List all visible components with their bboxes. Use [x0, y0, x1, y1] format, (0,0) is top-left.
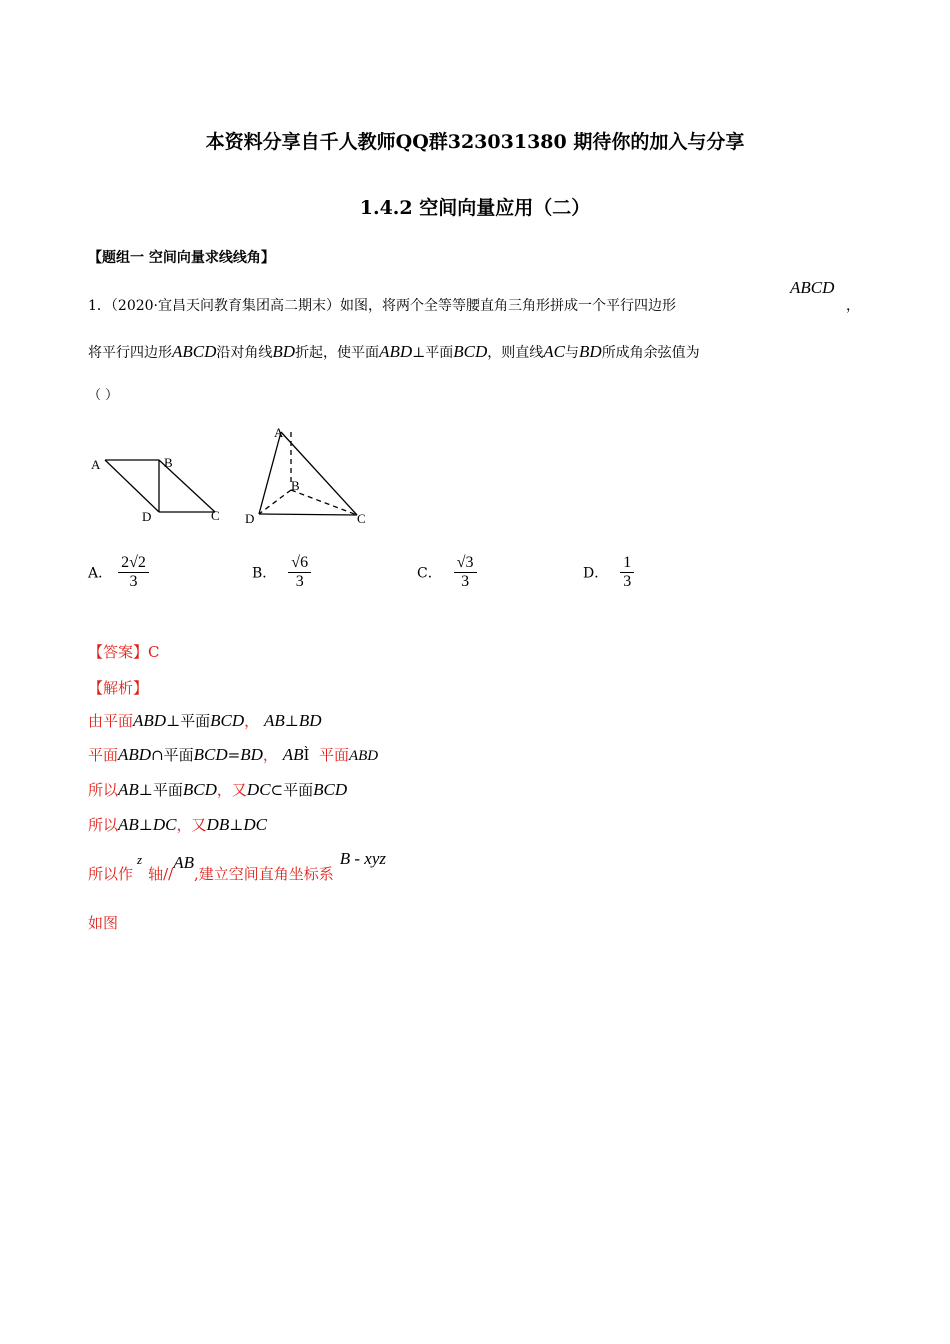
- option-c[interactable]: C． $\frac{√3}{3}$: [417, 554, 477, 591]
- edge-dc-right: [259, 514, 357, 515]
- question-abcd: ABCD: [790, 278, 835, 297]
- option-b[interactable]: B． $\frac{√6}{3}$: [252, 554, 311, 591]
- analysis-line5: 所以作z轴//AB,建立空间直角坐标系B - xyz: [88, 849, 387, 883]
- analysis-line3: 所以AB⊥平面BCD，又DC⊂平面BCD: [88, 780, 348, 799]
- label-b-right: B: [291, 478, 300, 493]
- question-number: 1．: [88, 298, 111, 314]
- question-line1: [88, 295, 676, 315]
- edge-ad-right: [259, 432, 281, 514]
- question-source: （2020·宜昌天问教育集团高二期末）如图，将两个全等等腰直角三角形拼成一个平行四边形: [110, 298, 676, 314]
- label-a-right: A: [274, 425, 284, 440]
- analysis-line1: 由平面ABD⊥平面BCD， AB⊥BD: [88, 711, 322, 730]
- analysis-tag: 【解析】: [88, 679, 149, 697]
- label-a-left: A: [91, 457, 101, 472]
- analysis-line4: 所以AB⊥DC，又DB⊥DC: [88, 815, 267, 834]
- edge-bd-right: [259, 490, 291, 514]
- figure: [85, 420, 385, 535]
- label-d-left: D: [142, 509, 152, 524]
- edge-ac-right: [281, 432, 357, 515]
- label-c-right: C: [357, 511, 366, 526]
- option-d[interactable]: D． $\frac{1}{3}$: [583, 554, 634, 591]
- edge-bc-right: [291, 490, 357, 515]
- label-d-right: D: [245, 511, 255, 526]
- analysis-line6: 如图: [88, 914, 119, 932]
- label-c-left: C: [211, 508, 220, 523]
- label-b-left: B: [164, 455, 173, 470]
- analysis-line2: 平面ABD∩平面BCD=BD， ABÌ 平面ABD: [88, 745, 379, 764]
- question-line2: 将平行四边形ABCD沿对角线BD折起，使平面ABD⊥平面BCD，则直线AC与BD所成角余弦值为: [88, 342, 700, 361]
- answer: 【答案】C: [88, 643, 160, 661]
- edge-da-left: [105, 460, 159, 512]
- question-paren: （ ）: [88, 388, 119, 403]
- section-title: 【题组一 空间向量求线线角】: [88, 250, 275, 266]
- option-a[interactable]: A． $\frac{2√2}{3}$: [88, 554, 149, 591]
- page-title: 1.4.2 空间向量应用（二）: [359, 197, 591, 219]
- header-line1: 本资料分享自千人教师QQ群323031380 期待你的加入与分享: [205, 131, 745, 153]
- question-comma: ，: [846, 298, 860, 314]
